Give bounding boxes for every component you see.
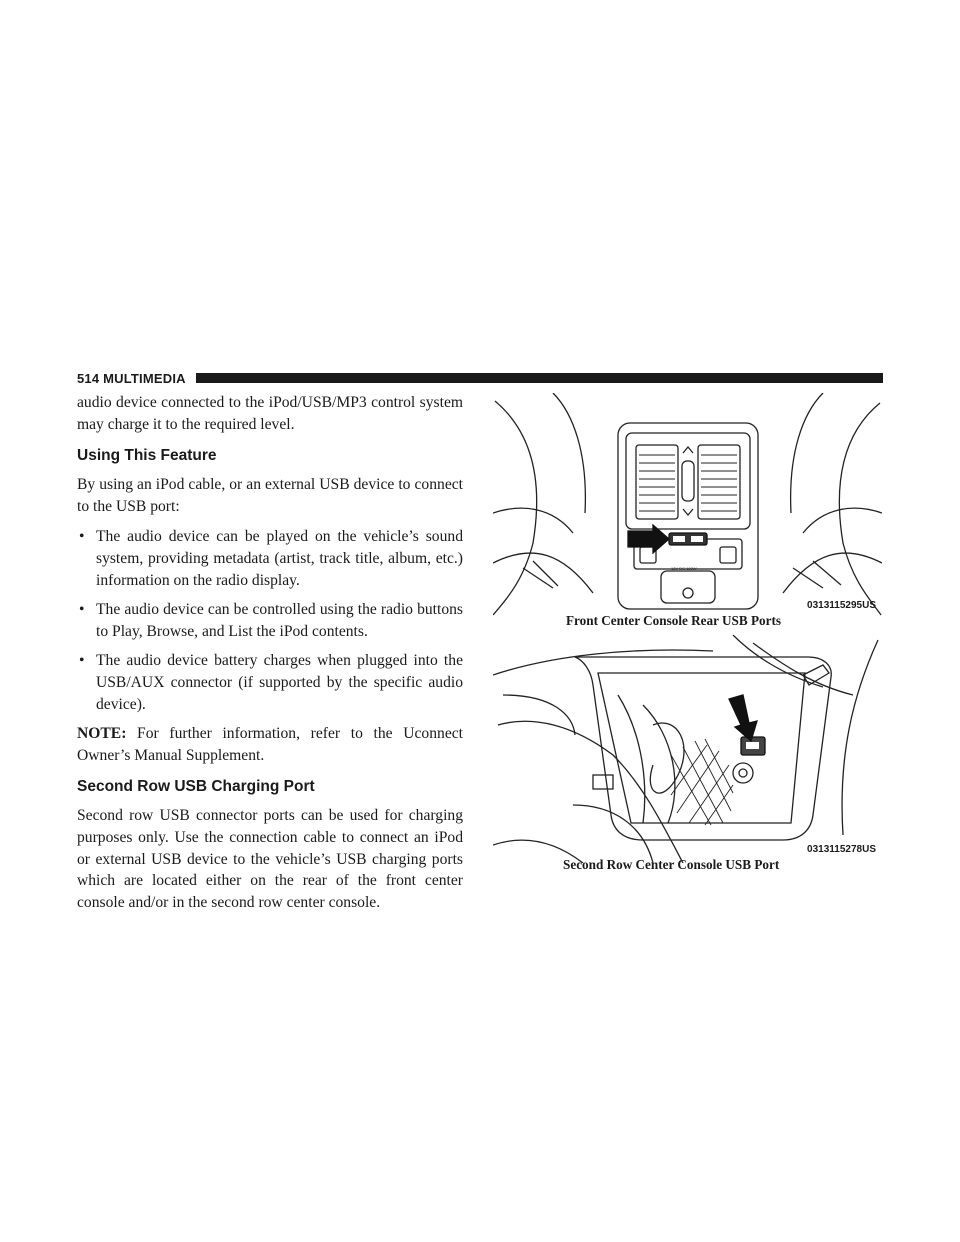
figure-code: 0313115295US: [807, 600, 876, 611]
figure-front-console: [493, 393, 882, 619]
section1-paragraph: By using an iPod cable, or an external USB device to connect to the USB port:: [77, 476, 463, 515]
bullet-dot: •: [79, 601, 85, 619]
intro-paragraph: audio device connected to the iPod/USB/MP3 control system may charge it to the required level.: [77, 394, 463, 433]
header-rule: [196, 373, 883, 383]
page-number-section: 514 MULTIMEDIA: [77, 370, 186, 386]
body-text-column: [77, 392, 463, 922]
bullet-item: [77, 650, 463, 715]
bullet-dot: •: [79, 528, 85, 546]
front-console-illustration: [493, 393, 882, 619]
note-label: NOTE:: [77, 725, 127, 743]
bullet-text: The audio device can be controlled using the radio buttons to Play, Browse, and List the iPod contents.: [96, 601, 463, 640]
bullet-item: [77, 599, 463, 642]
bullet-text: The audio device can be played on the vehicle’s sound system, providing metadata (artist, track title, album, etc.) information on the radio display.: [96, 528, 463, 589]
bullet-dot: •: [79, 652, 85, 670]
bullet-item: [77, 526, 463, 591]
note-paragraph: [77, 723, 463, 766]
page-header: [77, 370, 883, 386]
figure-code: 0313115278US: [807, 844, 876, 855]
section-heading-second-row-usb: Second Row USB Charging Port: [77, 778, 315, 796]
note-text: For further information, refer to the Uconnect Owner’s Manual Supplement.: [77, 725, 463, 764]
figure-caption: Second Row Center Console USB Port: [563, 857, 780, 872]
console-socket-label: 12V DC 180W: [671, 566, 697, 571]
figure-caption: Front Center Console Rear USB Ports: [566, 613, 782, 628]
second-row-console-illustration: [493, 635, 882, 863]
figure-second-row-console: [493, 635, 882, 863]
section-heading-using-this-feature: Using This Feature: [77, 447, 217, 465]
section2-paragraph: Second row USB connector ports can be used for charging purposes only. Use the connection cable to connect an iPod or external USB device to the vehicle’s USB charging ports which are located either on the rear of the front center console and/or in the second row center console.: [77, 807, 463, 911]
bullet-text: The audio device battery charges when plugged into the USB/AUX connector (if supported by the specific audio device).: [96, 652, 463, 713]
